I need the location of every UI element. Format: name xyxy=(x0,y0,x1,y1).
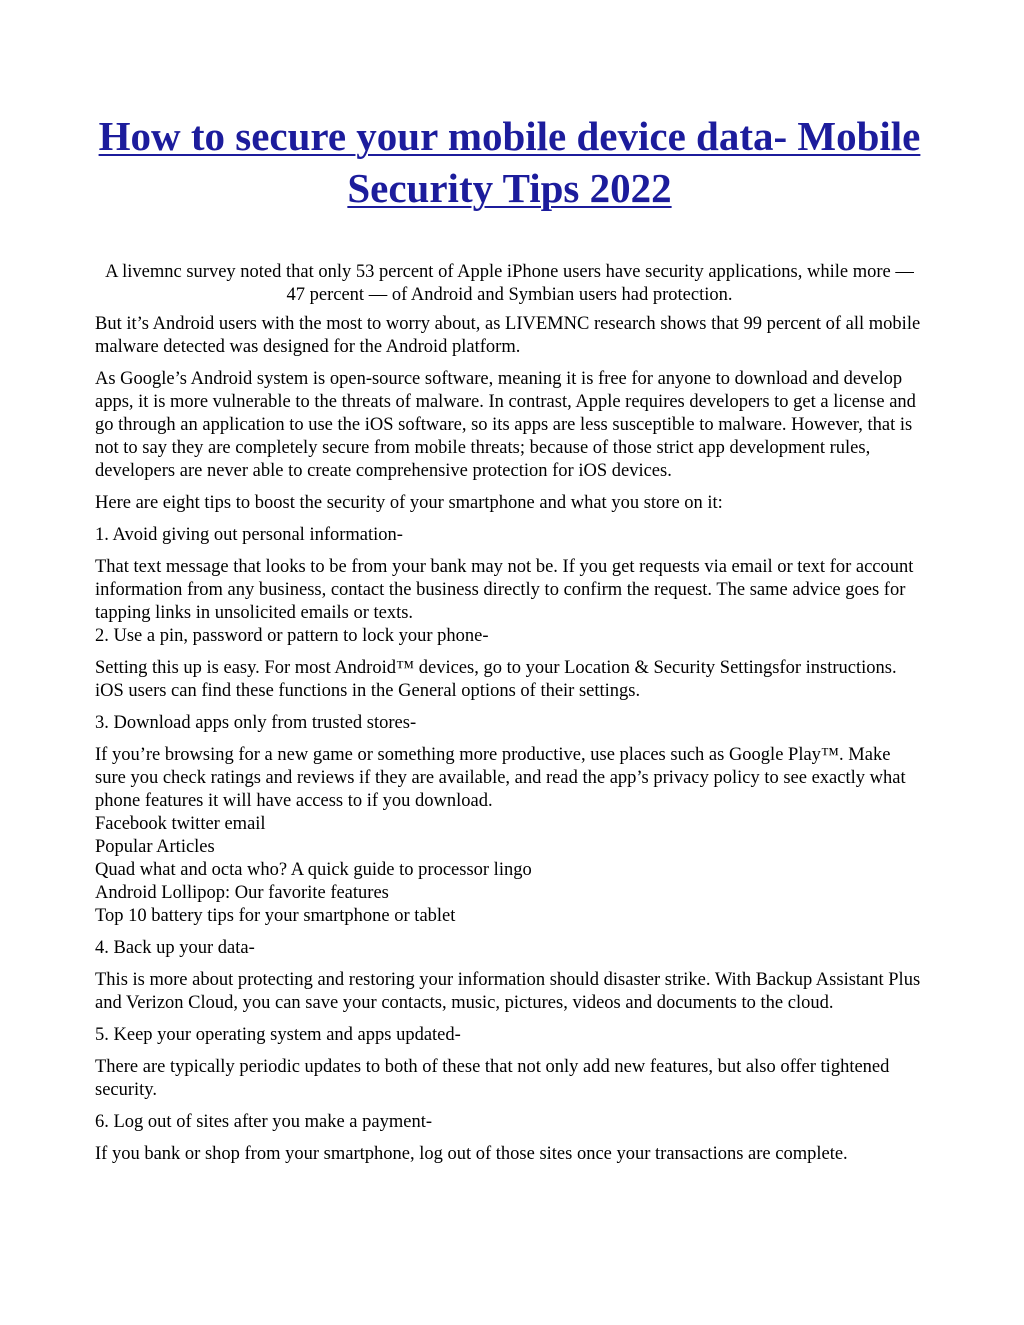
title-link[interactable]: How to secure your mobile device data- Mobile Security Tips 2022 xyxy=(98,113,921,211)
article-body xyxy=(95,261,924,1166)
tip-5-body: There are typically periodic updates to both of these that not only add new features, but also offer tightened security. xyxy=(95,1057,890,1100)
popular-article-link[interactable]: Quad what and octa who? A quick guide to processor lingo xyxy=(95,860,532,880)
tip-6-body: If you bank or shop from your smartphone, log out of those sites once your transactions are complete. xyxy=(95,1144,848,1164)
tips-intro: Here are eight tips to boost the security of your smartphone and what you store on it: xyxy=(95,493,723,513)
tip-5-heading: 5. Keep your operating system and apps updated- xyxy=(95,1025,461,1045)
tip-6-heading: 6. Log out of sites after you make a payment- xyxy=(95,1112,433,1132)
tip-3-section xyxy=(95,744,924,928)
popular-article-link[interactable]: Top 10 battery tips for your smartphone or tablet xyxy=(95,906,456,926)
tip-1-section xyxy=(95,556,924,648)
popular-articles-heading: Popular Articles xyxy=(95,837,215,857)
tip-3-body: If you’re browsing for a new game or something more productive, use places such as Google Play™. Make sure you check ratings and reviews if they are available, and read the app’s privacy policy to see exactly what phone features it will have access to if you download. xyxy=(95,745,906,811)
android-paragraph: But it’s Android users with the most to worry about, as LIVEMNC research shows that 99 percent of all mobile malware detected was designed for the Android platform. xyxy=(95,314,921,357)
tip-1-body: That text message that looks to be from your bank may not be. If you get requests via email or text for account information from any business, contact the business directly to confirm the request. The same advice goes for tapping links in unsolicited emails or texts. xyxy=(95,557,914,623)
tip-1-heading: 1. Avoid giving out personal information- xyxy=(95,525,403,545)
tip-4-heading: 4. Back up your data- xyxy=(95,938,255,958)
popular-article-link[interactable]: Android Lollipop: Our favorite features xyxy=(95,883,389,903)
intro-paragraph: A livemnc survey noted that only 53 percent of Apple iPhone users have security applications, while more — 47 percent — of Android and Symbian users had protection. xyxy=(105,262,914,305)
tip-3-heading: 3. Download apps only from trusted stores- xyxy=(95,713,417,733)
share-links[interactable]: Facebook twitter email xyxy=(95,814,266,834)
google-paragraph: As Google’s Android system is open-source software, meaning it is free for anyone to download and develop apps, it is more vulnerable to the threats of malware. In contrast, Apple requires developers to get a license and go through an application to use the iOS software, so its apps are less susceptible to malware. However, that is not to say they are completely secure from mobile threats; because of those strict app development rules, developers are never able to create comprehensive protection for iOS devices. xyxy=(95,369,916,481)
tip-2-heading: 2. Use a pin, password or pattern to lock your phone- xyxy=(95,626,489,646)
tip-4-body: This is more about protecting and restoring your information should disaster strike. With Backup Assistant Plus and Verizon Cloud, you can save your contacts, music, pictures, videos and documents to the cloud. xyxy=(95,970,921,1013)
page-title xyxy=(95,110,924,214)
tip-2-body: Setting this up is easy. For most Android™ devices, go to your Location & Security Settingsfor instructions. iOS users can find these functions in the General options of their settings. xyxy=(95,658,897,701)
